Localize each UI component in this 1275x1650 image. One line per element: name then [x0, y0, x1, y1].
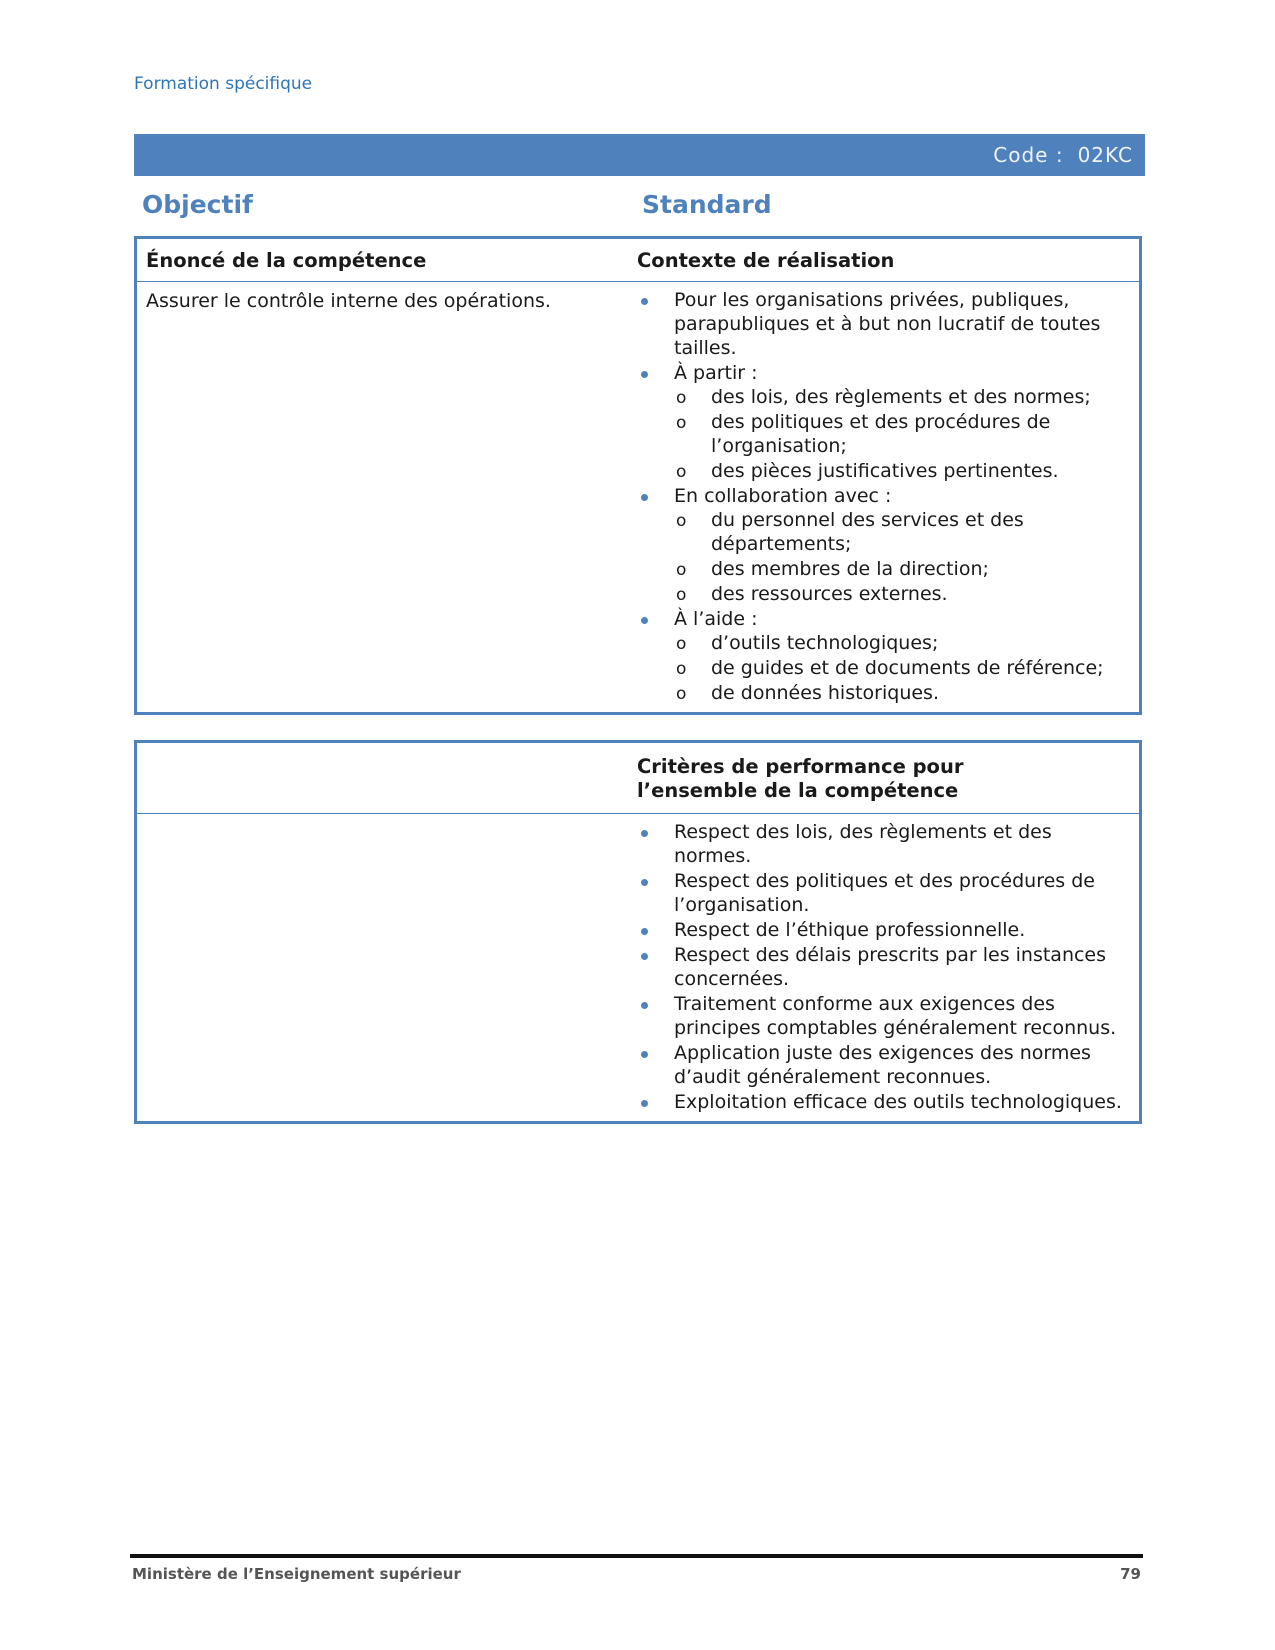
performance-heading: Critères de performance pour l’ensemble de la compétence	[637, 755, 964, 802]
context-list	[637, 288, 1129, 705]
context-subitem: o d’outils technologiques;	[674, 631, 1129, 655]
context-subitem: o des membres de la direction;	[674, 557, 1129, 581]
context-item	[637, 607, 1129, 705]
objectif-title: Objectif	[142, 190, 253, 219]
context-subitem: o des politiques et des procédures de l’organisation;	[674, 410, 1129, 458]
competence-statement: Assurer le contrôle interne des opérations.	[146, 290, 551, 312]
context-item-text: À partir :	[674, 362, 758, 384]
performance-empty-heading	[137, 743, 637, 813]
context-item	[637, 361, 1129, 483]
contexte-heading: Contexte de réalisation	[637, 249, 895, 272]
footer-ministry: Ministère de l’Enseignement supérieur	[132, 1565, 461, 1583]
context-list-cell	[637, 282, 1139, 712]
context-item	[637, 484, 1129, 606]
context-sublist	[674, 631, 1129, 705]
context-item-text: En collaboration avec :	[674, 485, 892, 507]
criteria-item: Respect de l’éthique professionnelle.	[637, 918, 1129, 942]
context-sublist	[674, 385, 1129, 483]
context-sublist	[674, 508, 1129, 606]
footer-rule	[130, 1554, 1143, 1558]
criteria-item: Respect des politiques et des procédures de l’organisation.	[637, 869, 1129, 917]
section-label: Formation spécifique	[134, 74, 313, 94]
context-subitem: o des pièces justificatives pertinentes.	[674, 459, 1129, 483]
competence-table	[134, 236, 1142, 715]
competence-table-body	[137, 282, 1139, 712]
context-subitem: o de données historiques.	[674, 681, 1129, 705]
code-bar	[134, 134, 1145, 176]
performance-table	[134, 740, 1142, 1124]
criteria-item: Application juste des exigences des normes d’audit généralement reconnues.	[637, 1041, 1129, 1089]
code-value: 02KC	[1077, 143, 1133, 167]
criteria-item: Traitement conforme aux exigences des principes comptables généralement reconnus.	[637, 992, 1129, 1040]
performance-table-body	[137, 814, 1139, 1121]
standard-title: Standard	[642, 190, 772, 219]
performance-empty-cell	[137, 814, 637, 1121]
context-subitem: o du personnel des services et des départements;	[674, 508, 1129, 556]
context-subitem: o des ressources externes.	[674, 582, 1129, 606]
criteria-item: Respect des délais prescrits par les instances concernées.	[637, 943, 1129, 991]
criteria-item: Exploitation efficace des outils technologiques.	[637, 1090, 1129, 1114]
context-subitem: o de guides et de documents de référence;	[674, 656, 1129, 680]
code-label: Code :	[993, 143, 1064, 167]
context-subitem: o des lois, des règlements et des normes;	[674, 385, 1129, 409]
criteria-list	[637, 820, 1129, 1114]
criteria-list-cell	[637, 814, 1139, 1121]
context-item	[637, 288, 1129, 360]
footer-page-number: 79	[1120, 1565, 1141, 1583]
performance-table-header	[137, 743, 1139, 814]
context-item-text: À l’aide :	[674, 608, 758, 630]
competence-table-header	[137, 239, 1139, 282]
enonce-heading: Énoncé de la compétence	[146, 249, 427, 272]
criteria-item: Respect des lois, des règlements et des normes.	[637, 820, 1129, 868]
context-item-text: Pour les organisations privées, publiques, parapubliques et à but non lucratif de toutes tailles.	[674, 289, 1101, 359]
